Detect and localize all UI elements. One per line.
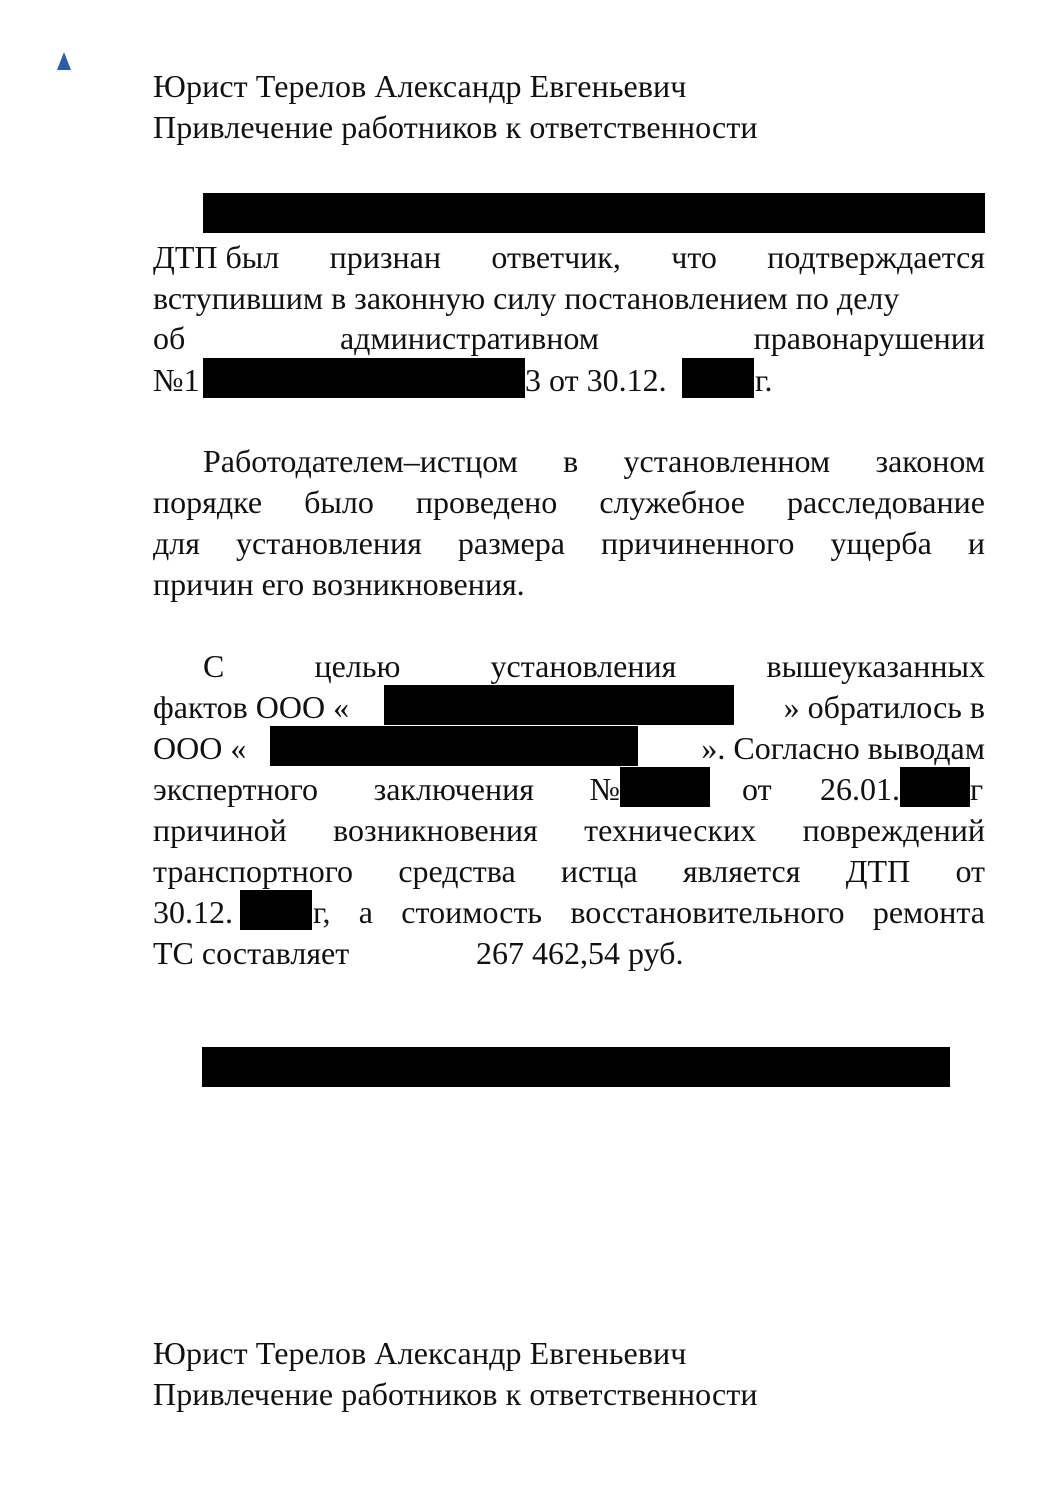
repair-cost-amount: 267 462,54 руб. xyxy=(476,935,684,971)
redaction-year-1 xyxy=(682,358,754,398)
paragraph3-line1: С целью установления вышеуказанных xyxy=(203,648,985,684)
paragraph1-line4-prefix: №1 xyxy=(153,362,200,398)
paragraph1-line1: ДТП был признан ответчик, что подтверждается xyxy=(153,239,985,275)
header-author: Юрист Терелов Александр Евгеньевич xyxy=(153,68,687,104)
redaction-company-1 xyxy=(384,685,734,725)
redaction-block-top xyxy=(203,193,985,233)
paragraph3-line4-c: г xyxy=(970,771,984,807)
paragraph3-line4-a: экспертного заключения № xyxy=(153,771,620,807)
header-topic: Привлечение работников к ответственности xyxy=(153,109,758,145)
paragraph1-line4-mid: 3 от 30.12. xyxy=(525,362,667,398)
paragraph3-line8-prefix: ТС составляет xyxy=(153,935,350,971)
page-header xyxy=(153,66,913,148)
paragraph3-line2-prefix: фактов ООО « xyxy=(153,689,350,725)
paragraph2-line3: для установления размера причиненного ущерба и xyxy=(153,525,985,561)
redaction-expert-number xyxy=(620,767,710,807)
paragraph3-line7-prefix: 30.12. xyxy=(153,894,233,930)
paragraph3-line6: транспортного средства истца является ДТП от xyxy=(153,853,985,889)
redaction-case-number xyxy=(203,358,525,398)
paragraph1-line4-suffix: г. xyxy=(755,362,773,398)
paragraph3-line3-prefix: ООО « xyxy=(153,730,247,766)
triangle-marker-icon xyxy=(57,52,71,70)
paragraph3-line4-b: от 26.01. xyxy=(742,771,900,807)
paragraph2-line4: причин его возникновения. xyxy=(153,566,525,602)
footer-topic: Привлечение работников к ответственности xyxy=(153,1376,758,1412)
redaction-year-3 xyxy=(240,890,312,930)
redaction-company-2 xyxy=(270,726,638,766)
paragraph3-line7-suffix: г, а стоимость восстановительного ремонта xyxy=(313,894,985,930)
redaction-block-bottom xyxy=(202,1047,950,1087)
paragraph1-line3: об административном правонарушении xyxy=(153,320,985,356)
paragraph2-line1: Работодателем–истцом в установленном законом xyxy=(203,443,985,479)
paragraph1-line2: вступившим в законную силу постановлением по делу xyxy=(153,280,900,316)
paragraph3-line3-suffix: ». Согласно выводам xyxy=(701,730,985,766)
paragraph2-line2: порядке было проведено служебное расследование xyxy=(153,484,985,520)
redaction-year-2 xyxy=(900,767,970,807)
footer-author: Юрист Терелов Александр Евгеньевич xyxy=(153,1335,687,1371)
paragraph3-line2-suffix: » обратилось в xyxy=(783,689,985,725)
paragraph3-line5: причиной возникновения технических повреждений xyxy=(153,812,985,848)
page-footer xyxy=(153,1333,913,1415)
